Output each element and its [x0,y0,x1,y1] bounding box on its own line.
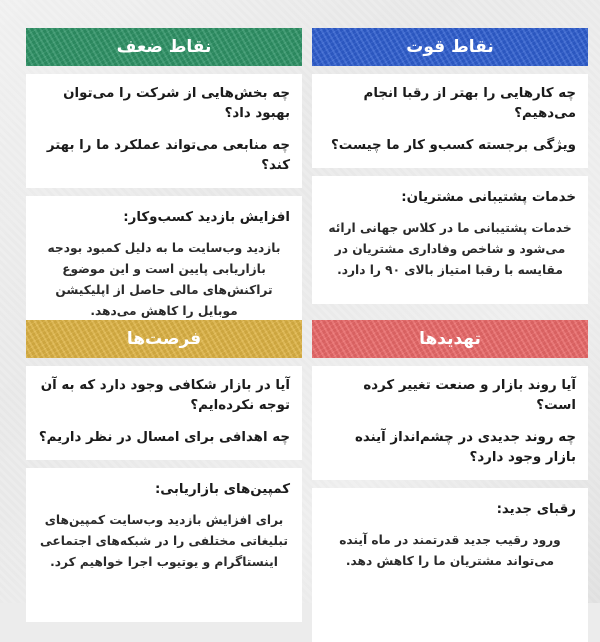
weaknesses-detail-title: افزایش بازدید کسب‌وکار: [123,210,290,225]
strengths-detail [312,176,588,304]
opportunities-header: فرصت‌ها [26,320,302,358]
opportunities-card [26,320,302,622]
strengths-detail-title: خدمات پشتیبانی مشتریان: [401,190,576,205]
weaknesses-question-2: چه منابعی می‌تواند عملکرد ما را بهتر کند؟ [46,138,290,173]
threats-detail [312,488,588,642]
threats-card [312,320,588,642]
strengths-detail-body: خدمات پشتیبانی ما در کلاس جهانی ارائه می‌شود و شاخص وفاداری مشتریان در مقایسه با رقبا امتیاز بالای ۹۰ را دارد. [328,221,572,277]
threats-question-2: چه روند جدیدی در چشم‌انداز آینده بازار وجود دارد؟ [354,430,576,465]
opportunities-questions [26,366,302,460]
strengths-questions [312,74,588,168]
opportunities-question-2: چه اهدافی برای امسال در نظر داریم؟ [38,430,290,445]
weaknesses-detail [26,196,302,324]
threats-header: تهدیدها [312,320,588,358]
threats-question-1: آیا روند بازار و صنعت تغییر کرده است؟ [363,378,576,413]
strengths-card [312,28,588,304]
opportunities-question-1: آیا در بازار شکافی وجود دارد که به آن توجه نکرده‌ایم؟ [40,378,290,413]
opportunities-detail-body: برای افزایش بازدید وب‌سایت کمپین‌های تبلیغاتی مختلفی را در شبکه‌های اجتماعی اینستاگرام و یوتیوب اجرا خواهیم کرد. [40,513,288,569]
threats-detail-title: رقبای جدید: [496,502,576,517]
weaknesses-detail-body: بازدید وب‌سایت ما به دلیل کمبود بودجه بازاریابی پایین است و این موضوع تراکنش‌های مالی حاصل از اپلیکیشن موبایل را کاهش می‌دهد. [47,241,281,318]
weaknesses-card [26,28,302,324]
opportunities-detail-title: کمپین‌های بازاریابی: [154,482,290,497]
threats-questions [312,366,588,480]
opportunities-detail [26,468,302,622]
strengths-question-2: ویژگی برجسته کسب‌و کار ما چیست؟ [331,138,576,153]
threats-detail-body: ورود رقیب جدید قدرتمند در ماه آینده می‌تواند مشتریان ما را کاهش دهد. [339,533,561,568]
strengths-header: نقاط قوت [312,28,588,66]
strengths-question-1: چه کارهایی را بهتر از رقبا انجام می‌دهیم؟ [363,86,576,121]
weaknesses-question-1: چه بخش‌هایی از شرکت را می‌توان بهبود داد؟ [63,86,290,121]
weaknesses-header: نقاط ضعف [26,28,302,66]
weaknesses-questions [26,74,302,188]
